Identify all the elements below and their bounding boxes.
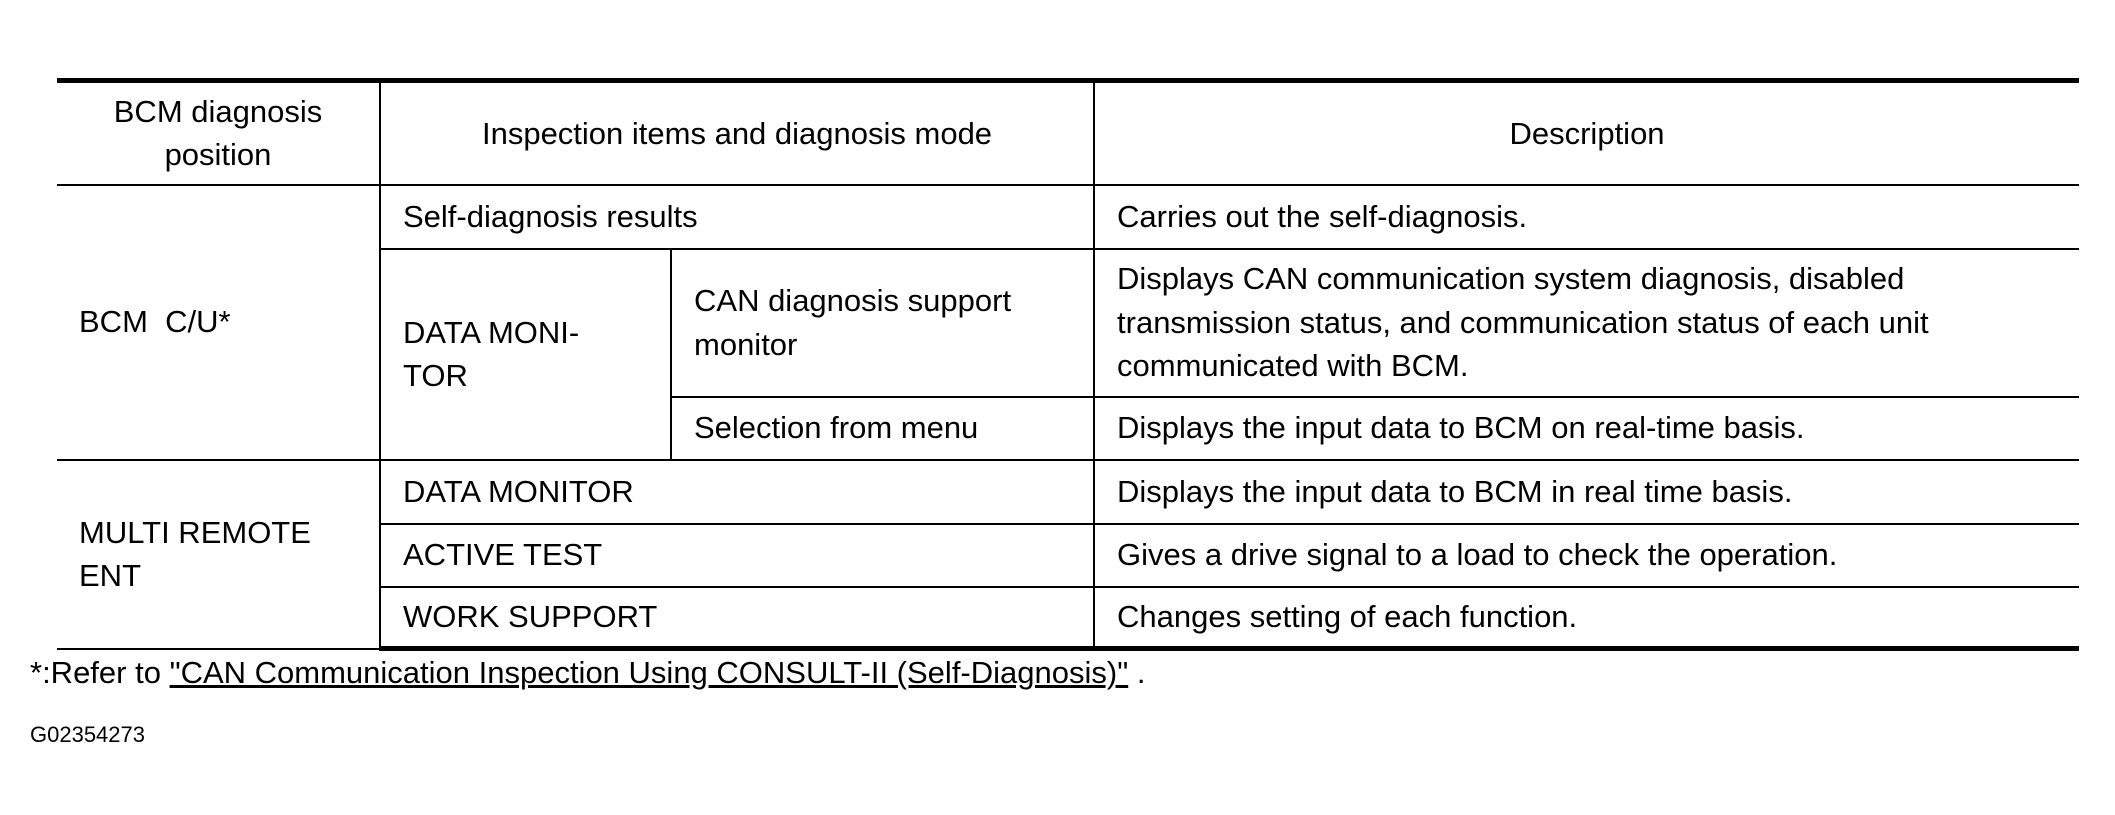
footnote-link[interactable]: "CAN Communication Inspection Using CONSULT-II (Self-Diagnosis)" — [169, 655, 1129, 690]
header-inspection: Inspection items and diagnosis mode — [380, 81, 1094, 185]
figure-id: G02354273 — [30, 722, 145, 747]
cell-item: Self-diagnosis results — [380, 185, 1094, 249]
cell-item: DATA MONI- TOR — [380, 249, 671, 460]
footnote-prefix: *:Refer to — [30, 655, 170, 690]
cell-position: BCM C/U* — [57, 185, 380, 460]
cell-description: Displays the input data to BCM in real time basis. — [1094, 460, 2079, 524]
cell-position: MULTI REMOTE ENT — [57, 460, 380, 649]
cell-description: Displays the input data to BCM on real-time basis. — [1094, 397, 2079, 460]
table-row — [57, 460, 2079, 524]
cell-description: Displays CAN communication system diagnosis, disabled transmission status, and communication status of each unit communicated with BCM. — [1094, 249, 2079, 397]
cell-description: Changes setting of each function. — [1094, 587, 2079, 649]
cell-item: DATA MONITOR — [380, 460, 1094, 524]
cell-description: Carries out the self-diagnosis. — [1094, 185, 2079, 249]
footnote — [30, 655, 1145, 691]
footnote-suffix: . — [1128, 655, 1146, 690]
header-position: BCM diagnosis position — [57, 81, 380, 185]
cell-sub-item: Selection from menu — [671, 397, 1094, 460]
diagnosis-table — [57, 78, 2079, 651]
table-header-row — [57, 81, 2079, 185]
cell-description: Gives a drive signal to a load to check the operation. — [1094, 524, 2079, 587]
cell-sub-item: CAN diagnosis support monitor — [671, 249, 1094, 397]
header-description: Description — [1094, 81, 2079, 185]
cell-item: ACTIVE TEST — [380, 524, 1094, 587]
table-row — [57, 185, 2079, 249]
cell-item: WORK SUPPORT — [380, 587, 1094, 649]
